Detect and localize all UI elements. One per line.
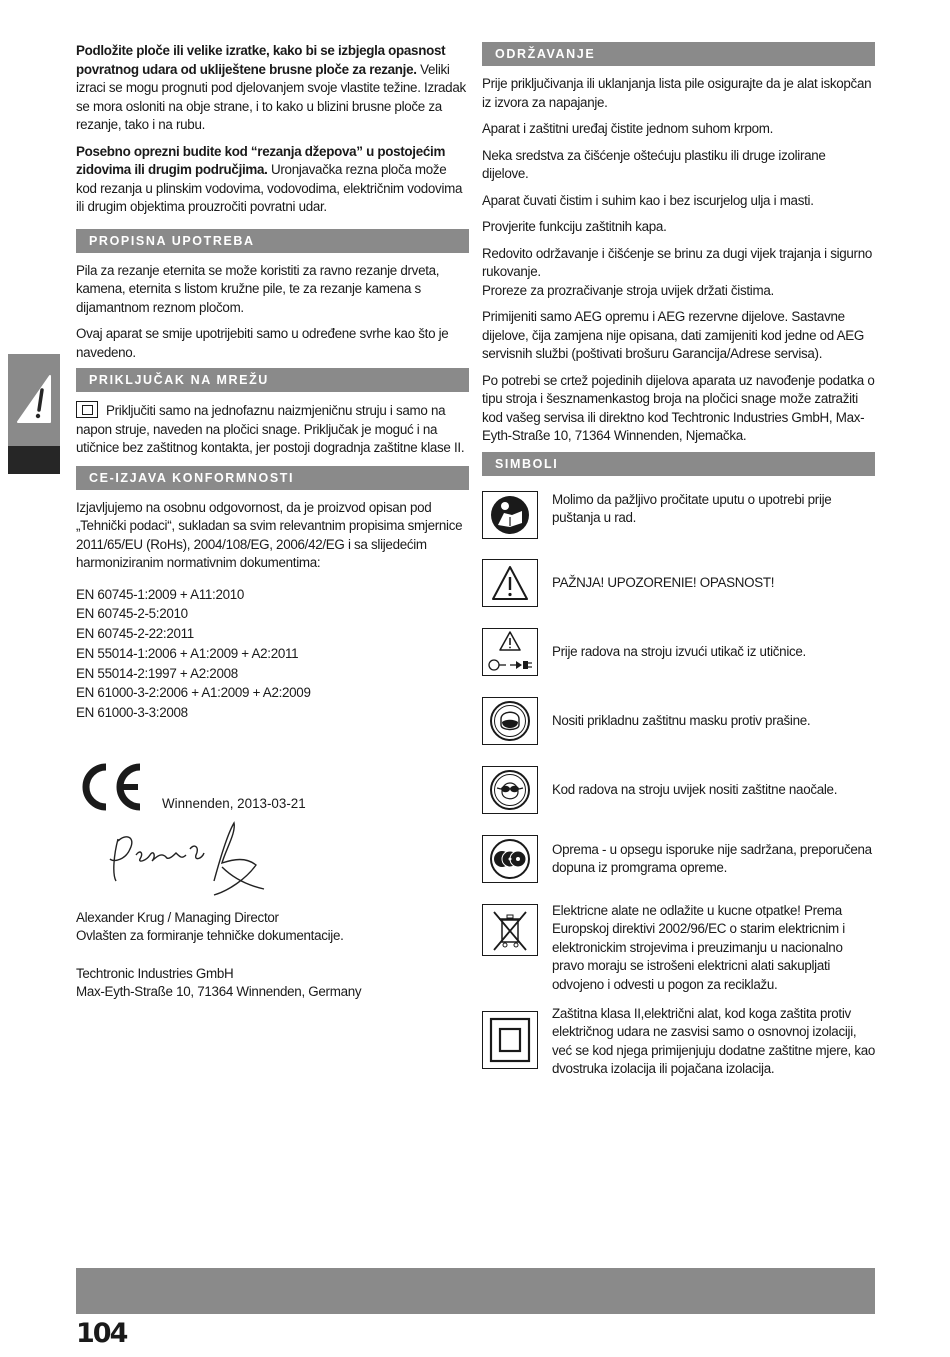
symbol-row bbox=[482, 628, 876, 676]
odrz-paragraph: Aparat i zaštitni uređaj čistite jednom suhom krpom. bbox=[482, 121, 774, 136]
prikljucak-paragraph bbox=[76, 401, 469, 458]
standard-item: EN 60745-2-22:2011 bbox=[76, 626, 194, 642]
class-ii-small-icon bbox=[76, 401, 98, 418]
propisna-paragraph-2: Ovaj aparat se smije upotrijebiti samo u određene svrhe kao što je navedeno. bbox=[76, 326, 449, 360]
symbol-text: Elektricne alate ne odlažite u kucne otpatke! Prema Europskoj direktivi 2002/96/EC o starim elektricnim i elektronickim strojevima i preuzimanju u nacionalno pravo moraju se istrošeni elektricni alati sakupljati odvojeno i odvesti u pogon za reciklažu. bbox=[552, 902, 845, 992]
intro-1-bold: Podložite ploče ili velike izratke, kako bi se izbjegla opasnost povratnog udara od ukliještene brusne ploče za rezanje. bbox=[76, 43, 446, 77]
symbol-text: Prije radova na stroju izvući utikač iz utičnice. bbox=[552, 643, 806, 659]
unplug-warning-icon bbox=[482, 628, 538, 676]
odrz-6b: Proreze za prozračivanje stroja uvijek držati čistima. bbox=[482, 282, 774, 298]
symbol-text: Molimo da pažljivo pročitate uputu o upotrebi prije puštanja u rad. bbox=[552, 491, 832, 525]
odrz-paragraph: Aparat čuvati čistim i suhim kao i bez iscurjelog ulja i masti. bbox=[482, 192, 814, 208]
class-ii-icon bbox=[482, 1011, 538, 1069]
page-number: 104 bbox=[76, 1318, 127, 1349]
symbol-row bbox=[482, 766, 876, 814]
symbol-text: Zaštitna klasa II,električni alat, kod koga zaštita protiv električnog udara ne zasvisi samo o osnovnoj izolaciji, već se kod njega primijenjuju dodatne zaštitne mjere, kao dvostruka izolacija ili pojačana izolacija. bbox=[552, 1005, 876, 1076]
place-date: Winnenden, 2013-03-21 bbox=[162, 795, 306, 811]
symbol-row bbox=[482, 835, 876, 883]
symbol-row bbox=[482, 697, 876, 745]
odrz-paragraph-8: Po potrebi se crtež pojedinih dijelova aparata uz navođenje podatka o tipu stroja i šesznamenkastog broja na pločici snage može zatražiti kod vašeg servisa ili direktno kod Techtronic Industries GmbH, Max-Eyth-Straße 10, 71364 Winnenden, Njemačka. bbox=[482, 372, 875, 443]
signer-name: Alexander Krug / Managing Director bbox=[76, 909, 279, 925]
odrz-paragraph: Neka sredstva za čišćenje oštećuju plastiku ili druge izolirane dijelove. bbox=[482, 147, 826, 181]
odrz-paragraph-7: Primijeniti samo AEG opremu i AEG rezervne dijelove. Sastavne dijelove, čija zamjena nije opisana, dati zamijeniti kod jedne od AEG servisnih službi (poštivati brošuru Garancija/Adrese servisa). bbox=[482, 309, 865, 361]
section-simboli: SIMBOLI bbox=[482, 452, 875, 476]
company-address: Max-Eyth-Straße 10, 71364 Winnenden, Germany bbox=[76, 984, 362, 1000]
odrz-paragraph: Provjerite funkciju zaštitnih kapa. bbox=[482, 219, 667, 234]
standard-item: EN 61000-3-2:2006 + A1:2009 + A2:2009 bbox=[76, 685, 311, 701]
propisna-paragraph-1: Pila za rezanje eternita se može koristiti za ravno rezanje drveta, kamena, eternita s listom kružne pile, te za rezanje kamena s dijamantnom reznom pločom. bbox=[76, 262, 440, 315]
intro-2-text: Uronjavačka rezna ploča može kod rezanja u plinskim vodovima, vodovodima, električnim vodovima ili drugim objektima prouzročiti povratni udar. bbox=[76, 162, 463, 214]
standard-item: EN 60745-1:2009 + A11:2010 bbox=[76, 586, 245, 602]
signer-role: Ovlašten za formiranje tehničke dokumentacije. bbox=[76, 928, 344, 944]
intro-paragraph-1 bbox=[76, 42, 469, 135]
symbol-row bbox=[482, 559, 876, 607]
ce-mark-row bbox=[76, 763, 469, 811]
symbol-row bbox=[482, 904, 876, 995]
read-manual-icon bbox=[482, 491, 538, 539]
section-prikljucak: PRIKLJUČAK NA MREŽU bbox=[76, 368, 469, 392]
right-column bbox=[482, 42, 875, 1125]
intro-1-text: Veliki izraci se mogu prognuti pod djelovanjem svoje vlastite težine. Izradak se mora osloniti na obje strane, i to kako u blizini brusne ploče za rezanje, tako i na rubu. bbox=[76, 61, 466, 132]
standard-item: EN 61000-3-3:2008 bbox=[76, 705, 188, 721]
section-propisna-upotreba: PROPISNA UPOTREBA bbox=[76, 229, 469, 253]
side-warning-icon bbox=[8, 354, 60, 446]
symbol-row bbox=[482, 491, 876, 539]
intro-2-bold: Posebno oprezni budite kod “rezanja džepova” u postojećim zidovima ili drugim područjima. bbox=[76, 143, 446, 177]
ce-mark-icon bbox=[76, 763, 144, 811]
standards-list bbox=[76, 585, 469, 724]
intro-paragraph-2 bbox=[76, 143, 469, 217]
odrz-6a: Redovito održavanje i čišćenje se brinu za dugi vijek trajanja i sigurno rukovanje. bbox=[482, 245, 873, 279]
left-column bbox=[76, 42, 469, 1002]
symbol-text: PAŽNJA! UPOZORENIE! OPASNOST! bbox=[552, 574, 775, 590]
symbol-text: Oprema - u opsegu isporuke nije sadržana, preporučena dopuna iz promgrama opreme. bbox=[552, 841, 872, 875]
odrz-paragraph-6 bbox=[482, 245, 875, 301]
standard-item: EN 60745-2-5:2010 bbox=[76, 606, 188, 622]
standard-item: EN 55014-2:1997 + A2:2008 bbox=[76, 665, 238, 681]
dust-mask-icon bbox=[482, 697, 538, 745]
symbol-text: Kod radova na stroju uvijek nositi zaštitne naočale. bbox=[552, 781, 838, 797]
standard-item: EN 55014-1:2006 + A1:2009 + A2:2011 bbox=[76, 645, 299, 661]
symbol-row bbox=[482, 1005, 876, 1079]
prikljucak-text: Priključiti samo na jednofaznu naizmjeničnu struju i samo na napon struje, naveden na pločici snage. Priključak je moguć i na utičnice bez zaštitnog kontakta, jer postoji dogradnja zaštitne klase II. bbox=[76, 403, 465, 455]
odrz-paragraph: Prije priključivanja ili uklanjanja lista pile osigurajte da je alat iskopčan iz izvora za napajanje. bbox=[482, 76, 872, 110]
safety-goggles-icon bbox=[482, 766, 538, 814]
ce-paragraph: Izjavljujemo na osobnu odgovornost, da je proizvod opisan pod „Tehnički podaci“, sukladan sa svim relevantnim propisima smjernice 2011/65/EU (RoHs), 2004/108/EG, 2006/42/EG i sa slijedećim harmoniziranim normativnim dokumentima: bbox=[76, 499, 463, 570]
section-ce-izjava: CE-IZJAVA KONFORMNOSTI bbox=[76, 466, 469, 490]
section-odrzavanje: ODRŽAVANJE bbox=[482, 42, 875, 66]
footer-bar bbox=[76, 1268, 875, 1314]
warning-triangle-icon bbox=[482, 559, 538, 607]
symbols-list bbox=[482, 485, 875, 1125]
symbol-text: Nositi prikladnu zaštitnu masku protiv prašine. bbox=[552, 712, 811, 728]
side-chapter-tab bbox=[8, 354, 60, 474]
company-name: Techtronic Industries GmbH bbox=[76, 965, 234, 981]
accessory-blades-icon bbox=[482, 835, 538, 883]
weee-bin-icon bbox=[482, 904, 538, 956]
signature-image bbox=[96, 819, 469, 907]
